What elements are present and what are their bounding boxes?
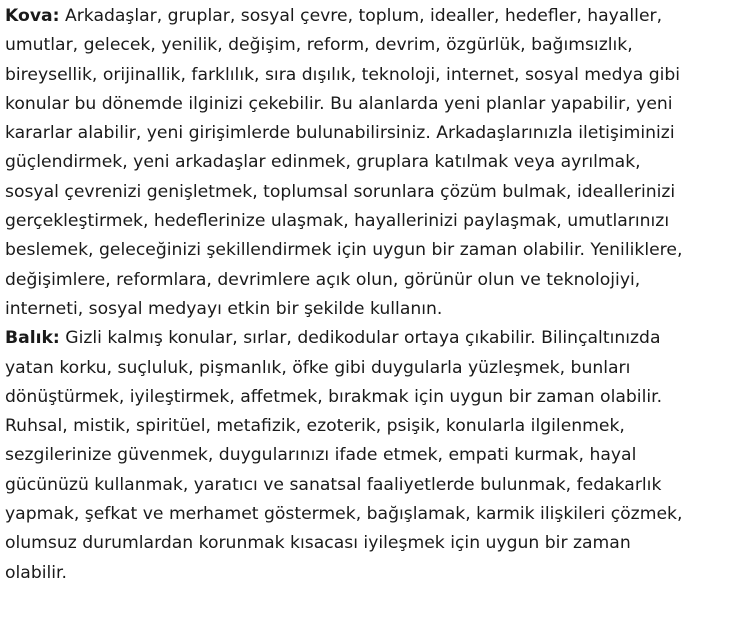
- section-line: Ruhsal, mistik, spiritüel, metafizik, ezoterik, psişik, konularla ilgilenmek,: [5, 416, 625, 437]
- section-term: Kova:: [5, 6, 60, 26]
- section-line: gerçekleştirmek, hedeflerinize ulaşmak, hayallerinizi paylaşmak, umutlarınızı: [5, 211, 670, 232]
- section-line: konular bu dönemde ilginizi çekebilir. Bu alanlarda yeni planlar yapabilir, yeni: [5, 93, 673, 114]
- section-line: olumsuz durumlardan korunmak kısacası iyileşmek için uygun bir zaman: [5, 533, 631, 554]
- section-balik: [5, 324, 749, 588]
- section-line: bireysellik, orijinallik, farklılık, sıra dışılık, teknoloji, internet, sosyal medya gibi: [5, 64, 681, 85]
- section-line: yatan korku, suçluluk, pişmanlık, öfke gibi duygularla yüzleşmek, bunları: [5, 357, 631, 378]
- section-line: sosyal çevrenizi genişletmek, toplumsal sorunlara çözüm bulmak, ideallerinizi: [5, 181, 676, 202]
- section-line: kararlar alabilir, yeni girişimlerde bulunabilirsiniz. Arkadaşlarınızla iletişiminizi: [5, 123, 675, 144]
- section-term: Balık:: [5, 328, 60, 349]
- section-line: Gizli kalmış konular, sırlar, dedikodular ortaya çıkabilir. Bilinçaltınızda: [59, 328, 661, 349]
- section-line: beslemek, geleceğinizi şekillendirmek için uygun bir zaman olabilir. Yeniliklere,: [5, 240, 683, 261]
- section-line: güçlendirmek, yeni arkadaşlar edinmek, gruplara katılmak veya ayrılmak,: [5, 152, 641, 173]
- horoscope-text-block: [5, 2, 749, 588]
- section-line: interneti, sosyal medyayı etkin bir şekilde kullanın.: [5, 298, 443, 319]
- section-line: olabilir.: [5, 562, 68, 583]
- section-line: değişimlere, reformlara, devrimlere açık olun, görünür olun ve teknolojiyi,: [5, 269, 641, 290]
- section-line: dönüştürmek, iyileştirmek, affetmek, bırakmak için uygun bir zaman olabilir.: [5, 386, 663, 407]
- section-line: umutlar, gelecek, yenilik, değişim, reform, devrim, özgürlük, bağımsızlık,: [5, 35, 633, 56]
- section-line: gücünüzü kullanmak, yaratıcı ve sanatsal faaliyetlerde bulunmak, fedakarlık: [5, 474, 662, 495]
- section-line: yapmak, şefkat ve merhamet göstermek, bağışlamak, karmik ilişkileri çözmek,: [5, 504, 683, 525]
- section-line: Arkadaşlar, gruplar, sosyal çevre, toplum, idealler, hedefler, hayaller,: [59, 6, 663, 26]
- section-line: sezgilerinize güvenmek, duygularınızı ifade etmek, empati kurmak, hayal: [5, 445, 637, 466]
- section-kova: [5, 2, 749, 324]
